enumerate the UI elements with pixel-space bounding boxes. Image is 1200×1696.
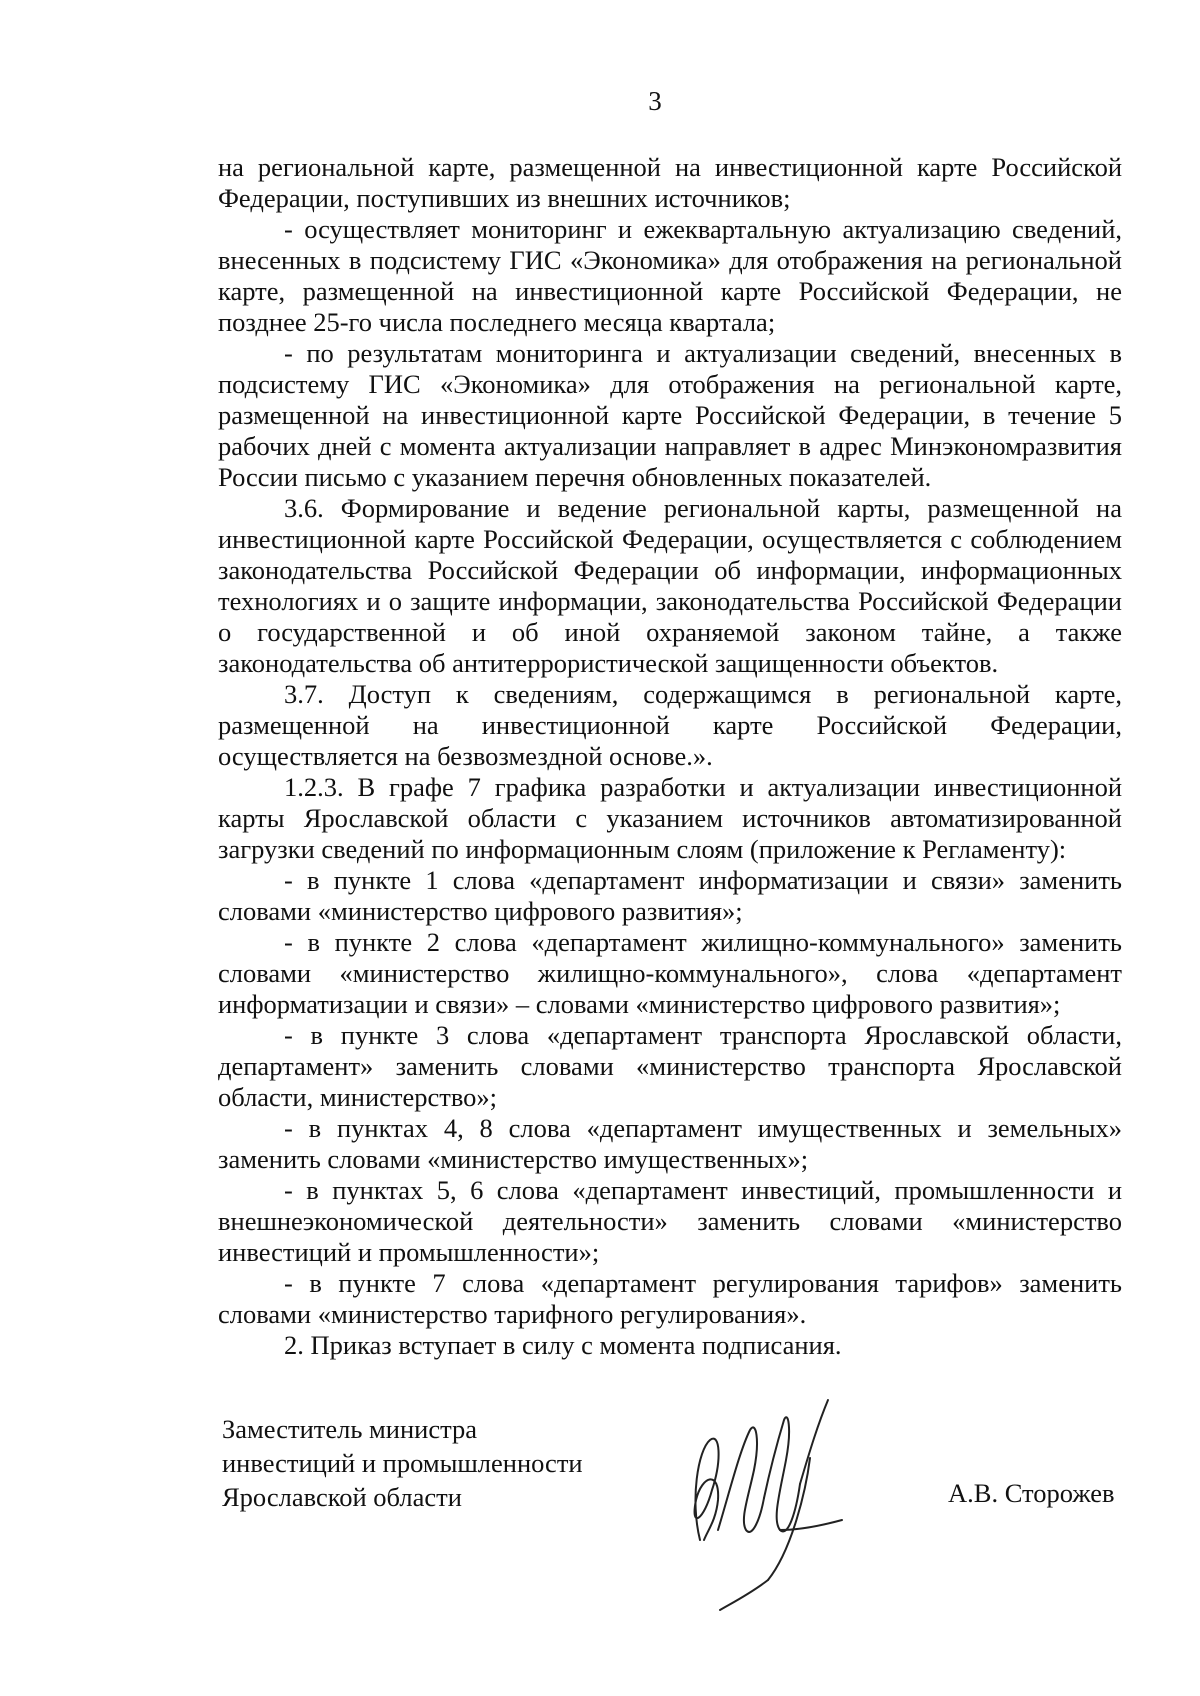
paragraph-items-5-6: - в пунктах 5, 6 слова «департамент инвестиций, промышленности и внешнеэкономической деятельности» заменить словами «министерство инвестиций и промышленности»; <box>218 1175 1122 1267</box>
handwritten-signature <box>660 1380 920 1620</box>
paragraph-item-7: - в пункте 7 слова «департамент регулирования тарифов» заменить словами «министерство тарифного регулирования». <box>218 1268 1122 1329</box>
paragraph-3-6: 3.6. Формирование и ведение региональной карты, размещенной на инвестиционной карте Российской Федерации, осуществляется с соблюдением законодательства Российской Федерации об информации, информационных технологиях и о защите информации, законодательства Российской Федерации о государственной и об иной охраняемой законом тайне, а также законодательства об антитеррористической защищенности объектов. <box>218 493 1122 678</box>
document-body <box>218 152 1122 1361</box>
paragraph-3-7: 3.7. Доступ к сведениям, содержащимся в региональной карте, размещенной на инвестиционной карте Российской Федерации, осуществляется на безвозмездной основе.». <box>218 679 1122 771</box>
paragraph-item-2: - в пункте 2 слова «департамент жилищно-коммунального» заменить словами «министерство жилищно-коммунального», слова «департамент информатизации и связи» – словами «министерство цифрового развития»; <box>218 927 1122 1019</box>
page-number: 3 <box>648 86 662 116</box>
signer-position-line: Заместитель министра <box>222 1414 478 1444</box>
signer-position <box>222 1412 583 1514</box>
paragraph-item-3: - в пункте 3 слова «департамент транспорта Ярославской области, департамент» заменить словами «министерство транспорта Ярославской области, министерство»; <box>218 1020 1122 1112</box>
paragraph-monitoring: - осуществляет мониторинг и ежеквартальную актуализацию сведений, внесенных в подсистему ГИС «Экономика» для отображения на региональной карте, размещенной на инвестиционной карте Российской Федерации, не позднее 25-го числа последнего месяца квартала; <box>218 214 1122 337</box>
paragraph-item-1: - в пункте 1 слова «департамент информатизации и связи» заменить словами «министерство цифрового развития»; <box>218 865 1122 926</box>
paragraph-items-4-8: - в пунктах 4, 8 слова «департамент имущественных и земельных» заменить словами «министерство имущественных»; <box>218 1113 1122 1174</box>
paragraph-monitoring-results: - по результатам мониторинга и актуализации сведений, внесенных в подсистему ГИС «Экономика» для отображения на региональной карте, размещенной на инвестиционной карте Российской Федерации, в течение 5 рабочих дней с момента актуализации направляет в адрес Минэкономразвития России письмо с указанием перечня обновленных показателей. <box>218 338 1122 492</box>
signer-position-line: Ярославской области <box>222 1482 462 1512</box>
paragraph-1-2-3: 1.2.3. В графе 7 графика разработки и актуализации инвестиционной карты Ярославской области с указанием источников автоматизированной загрузки сведений по информационным слоям (приложение к Регламенту): <box>218 772 1122 864</box>
signer-position-line: инвестиций и промышленности <box>222 1448 583 1478</box>
paragraph-effective-date: 2. Приказ вступает в силу с момента подписания. <box>284 1330 842 1360</box>
paragraph-continuation: на региональной карте, размещенной на инвестиционной карте Российской Федерации, поступивших из внешних источников; <box>218 152 1122 213</box>
signer-name: А.В. Сторожев <box>948 1478 1115 1508</box>
